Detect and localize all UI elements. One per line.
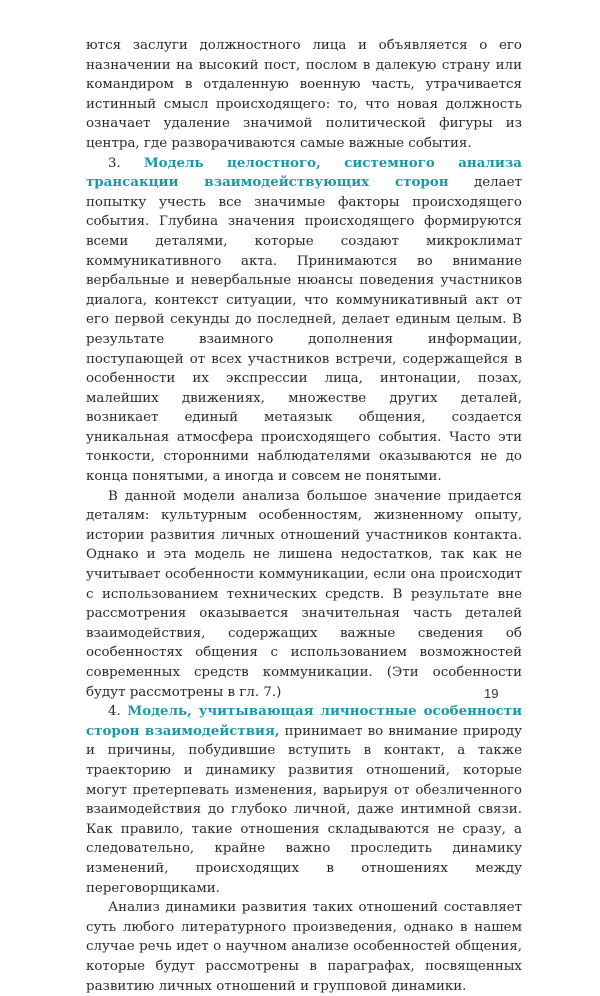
paragraph-continued [86,36,522,154]
page-number: 19 [484,686,499,701]
paragraph-text: Анализ динамики развития таких отношений составляет суть любого литературного произведения, однако в нашем случае речь идет о научном анализе особенностей общения, которые будут рассмотрены в параграфах, посвященных развитию личных отношений и групповой динамики. [86,900,522,994]
paragraph-text: В данной модели анализа большое значение придается деталям: культурным особенностям, жизненному опыту, истории развития личных отношений участников контакта. Однако и эта модель не лишена недостатков, так как не учитывает особенности коммуникации, если она происходит с использованием технических средств. В результате вне рассмотрения оказывается значительная часть деталей взаимодействия, содержащих важные сведения об особенностях общения с использованием возможностей современных средств коммуникации. (Эти особенности будут рассмотрены в гл. 7.) [86,488,522,700]
model-heading: Модель целостного, системного анализа трансакции взаимодействующих сторон [86,154,522,191]
page-body [86,36,522,996]
paragraph-model-3-details [86,487,522,703]
item-number: 3. [108,155,121,171]
paragraph-analysis [86,898,522,996]
model-heading: Модель, учитывающая личностные особенности сторон взаимодействия, [86,703,523,739]
item-number: 4. [108,704,121,720]
paragraph-model-4 [86,702,522,898]
paragraph-text: ются заслуги должностного лица и объявляется о его назначении на высокий пост, послом в далекую страну или командиром в отдаленную военную часть, утрачивается истинный смысл происходящего: то, что новая должность означает удаление значимой политической фигуры из центра, где разворачиваются самые важные события. [86,38,522,151]
paragraph-text: делает попытку учесть все значимые факторы происходящего события. Глубина значения происходящего формируются всеми деталями, которые создают микроклимат коммуникативного акта. Принимаются во внимание вербальные и невербальные нюансы поведения участников диалога, контекст ситуации, что коммуникативный акт от его первой секунды до последней, делает единым целым. В результате взаимного дополнения информации, поступающей от всех участников встречи, содержащейся в особенности их экспрессии лица, интонации, позах, малейших движениях, множестве других деталей, возникает единый метаязык общения, создается уникальная атмосфера происходящего события. Часто эти тонкости, сторонними наблюдателями оказываются не до конца понятыми, а иногда и совсем не понятыми. [86,175,522,485]
paragraph-text: принимает во внимание природу и причины, побудившие вступить в контакт, а также траекторию и динамику развития отношений, которые могут претерпевать изменения, варьируя от обезличенного взаимодействия до глубоко личной, даже интимной связи. Как правило, такие отношения складываются не сразу, а следовательно, крайне важно проследить динамику изменений, происходящих в отношениях между переговорщиками. [86,723,522,896]
paragraph-model-3 [86,154,522,487]
